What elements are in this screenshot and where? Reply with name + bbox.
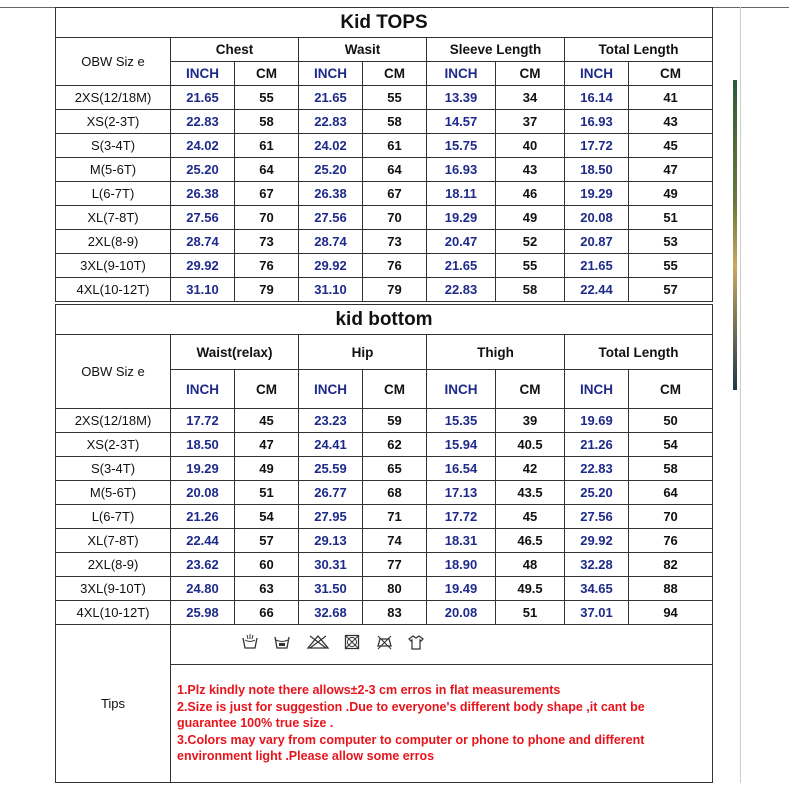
size-label: L(6-7T) bbox=[56, 182, 171, 206]
value-cm: 42 bbox=[496, 457, 565, 481]
unit-inch: INCH bbox=[171, 62, 235, 86]
value-inch: 16.93 bbox=[427, 158, 496, 182]
value-cm: 58 bbox=[235, 110, 299, 134]
tip-note: 3.Colors may vary from computer to computer or phone to phone and different environment light .Please allow some erros bbox=[177, 732, 645, 764]
value-cm: 55 bbox=[496, 254, 565, 278]
size-row bbox=[56, 457, 713, 481]
unit-inch: INCH bbox=[565, 62, 629, 86]
tops-size-table bbox=[55, 7, 713, 302]
tops-group-waist: Wasit bbox=[299, 38, 427, 62]
value-inch: 20.87 bbox=[565, 230, 629, 254]
size-row bbox=[56, 254, 713, 278]
size-label: 2XL(8-9) bbox=[56, 230, 171, 254]
value-inch: 29.92 bbox=[171, 254, 235, 278]
value-inch: 24.41 bbox=[299, 433, 363, 457]
hand-wash-icon bbox=[241, 634, 259, 655]
value-cm: 41 bbox=[629, 86, 713, 110]
size-row bbox=[56, 182, 713, 206]
value-cm: 53 bbox=[629, 230, 713, 254]
hang-dry-icon bbox=[407, 634, 425, 655]
size-row bbox=[56, 110, 713, 134]
value-cm: 64 bbox=[629, 481, 713, 505]
value-cm: 40 bbox=[496, 134, 565, 158]
value-inch: 19.29 bbox=[565, 182, 629, 206]
unit-inch: INCH bbox=[171, 370, 235, 409]
value-cm: 67 bbox=[363, 182, 427, 206]
do-not-iron-icon bbox=[375, 634, 393, 655]
value-inch: 22.83 bbox=[427, 278, 496, 302]
value-inch: 19.29 bbox=[427, 206, 496, 230]
size-label: S(3-4T) bbox=[56, 457, 171, 481]
value-cm: 65 bbox=[363, 457, 427, 481]
value-cm: 49 bbox=[235, 457, 299, 481]
value-inch: 21.26 bbox=[565, 433, 629, 457]
size-row bbox=[56, 601, 713, 625]
unit-cm: CM bbox=[235, 370, 299, 409]
value-cm: 73 bbox=[235, 230, 299, 254]
unit-inch: INCH bbox=[427, 62, 496, 86]
value-inch: 26.38 bbox=[171, 182, 235, 206]
value-cm: 55 bbox=[235, 86, 299, 110]
value-cm: 57 bbox=[629, 278, 713, 302]
value-cm: 51 bbox=[235, 481, 299, 505]
value-cm: 51 bbox=[496, 601, 565, 625]
value-cm: 47 bbox=[629, 158, 713, 182]
value-inch: 19.49 bbox=[427, 577, 496, 601]
bottom-size-header: OBW Siz e bbox=[56, 335, 171, 409]
value-inch: 20.47 bbox=[427, 230, 496, 254]
value-cm: 58 bbox=[629, 457, 713, 481]
value-cm: 66 bbox=[235, 601, 299, 625]
value-inch: 22.44 bbox=[171, 529, 235, 553]
value-cm: 70 bbox=[363, 206, 427, 230]
size-label: M(5-6T) bbox=[56, 158, 171, 182]
value-cm: 94 bbox=[629, 601, 713, 625]
value-cm: 46 bbox=[496, 182, 565, 206]
value-cm: 47 bbox=[235, 433, 299, 457]
value-inch: 15.75 bbox=[427, 134, 496, 158]
value-cm: 82 bbox=[629, 553, 713, 577]
value-cm: 71 bbox=[363, 505, 427, 529]
value-cm: 70 bbox=[629, 505, 713, 529]
bottom-title: kid bottom bbox=[56, 305, 713, 335]
tops-group-sleeve: Sleeve Length bbox=[427, 38, 565, 62]
size-label: L(6-7T) bbox=[56, 505, 171, 529]
value-inch: 25.20 bbox=[171, 158, 235, 182]
size-label: 2XS(12/18M) bbox=[56, 409, 171, 433]
size-row bbox=[56, 86, 713, 110]
value-cm: 57 bbox=[235, 529, 299, 553]
value-cm: 49.5 bbox=[496, 577, 565, 601]
value-inch: 25.59 bbox=[299, 457, 363, 481]
wash-temperature-icon bbox=[273, 634, 291, 655]
value-inch: 17.72 bbox=[171, 409, 235, 433]
size-label: 3XL(9-10T) bbox=[56, 577, 171, 601]
value-cm: 64 bbox=[235, 158, 299, 182]
tip-note: 2.Size is just for suggestion .Due to everyone's different body shape ,it cant be guarantee 100% true size . bbox=[177, 699, 645, 731]
size-label: XL(7-8T) bbox=[56, 529, 171, 553]
value-inch: 26.77 bbox=[299, 481, 363, 505]
value-cm: 83 bbox=[363, 601, 427, 625]
value-inch: 28.74 bbox=[299, 230, 363, 254]
size-label: 3XL(9-10T) bbox=[56, 254, 171, 278]
value-cm: 76 bbox=[363, 254, 427, 278]
size-row bbox=[56, 433, 713, 457]
do-not-tumble-dry-icon bbox=[344, 634, 360, 655]
value-cm: 37 bbox=[496, 110, 565, 134]
size-label: 4XL(10-12T) bbox=[56, 601, 171, 625]
value-inch: 16.93 bbox=[565, 110, 629, 134]
right-border-line bbox=[740, 7, 741, 783]
unit-cm: CM bbox=[496, 62, 565, 86]
value-cm: 58 bbox=[496, 278, 565, 302]
value-cm: 80 bbox=[363, 577, 427, 601]
value-inch: 29.92 bbox=[299, 254, 363, 278]
value-inch: 25.98 bbox=[171, 601, 235, 625]
value-inch: 18.31 bbox=[427, 529, 496, 553]
value-cm: 64 bbox=[363, 158, 427, 182]
value-inch: 31.10 bbox=[299, 278, 363, 302]
value-inch: 32.68 bbox=[299, 601, 363, 625]
unit-cm: CM bbox=[235, 62, 299, 86]
value-inch: 26.38 bbox=[299, 182, 363, 206]
value-inch: 21.65 bbox=[565, 254, 629, 278]
value-inch: 25.20 bbox=[565, 481, 629, 505]
value-inch: 22.83 bbox=[171, 110, 235, 134]
value-inch: 27.95 bbox=[299, 505, 363, 529]
value-inch: 27.56 bbox=[171, 206, 235, 230]
value-cm: 70 bbox=[235, 206, 299, 230]
size-row bbox=[56, 529, 713, 553]
value-inch: 20.08 bbox=[171, 481, 235, 505]
value-inch: 24.02 bbox=[171, 134, 235, 158]
value-cm: 68 bbox=[363, 481, 427, 505]
value-cm: 51 bbox=[629, 206, 713, 230]
size-row bbox=[56, 278, 713, 302]
value-cm: 49 bbox=[496, 206, 565, 230]
unit-cm: CM bbox=[363, 370, 427, 409]
value-inch: 18.50 bbox=[565, 158, 629, 182]
value-inch: 32.28 bbox=[565, 553, 629, 577]
value-cm: 46.5 bbox=[496, 529, 565, 553]
unit-inch: INCH bbox=[299, 62, 363, 86]
size-row bbox=[56, 553, 713, 577]
bottom-group-hip: Hip bbox=[299, 335, 427, 370]
unit-inch: INCH bbox=[427, 370, 496, 409]
care-icons bbox=[171, 625, 713, 665]
value-inch: 22.83 bbox=[565, 457, 629, 481]
value-inch: 24.80 bbox=[171, 577, 235, 601]
bottom-group-waist: Waist(relax) bbox=[171, 335, 299, 370]
unit-cm: CM bbox=[496, 370, 565, 409]
value-inch: 21.26 bbox=[171, 505, 235, 529]
unit-cm: CM bbox=[629, 370, 713, 409]
value-inch: 17.72 bbox=[427, 505, 496, 529]
size-row bbox=[56, 230, 713, 254]
value-cm: 58 bbox=[363, 110, 427, 134]
value-inch: 18.50 bbox=[171, 433, 235, 457]
size-label: 2XL(8-9) bbox=[56, 553, 171, 577]
value-cm: 79 bbox=[235, 278, 299, 302]
value-cm: 54 bbox=[629, 433, 713, 457]
value-cm: 50 bbox=[629, 409, 713, 433]
value-cm: 88 bbox=[629, 577, 713, 601]
value-inch: 16.54 bbox=[427, 457, 496, 481]
size-row bbox=[56, 409, 713, 433]
value-inch: 29.13 bbox=[299, 529, 363, 553]
unit-inch: INCH bbox=[299, 370, 363, 409]
value-inch: 37.01 bbox=[565, 601, 629, 625]
tops-group-total-length: Total Length bbox=[565, 38, 713, 62]
value-inch: 27.56 bbox=[565, 505, 629, 529]
value-cm: 73 bbox=[363, 230, 427, 254]
value-inch: 15.35 bbox=[427, 409, 496, 433]
size-label: 2XS(12/18M) bbox=[56, 86, 171, 110]
size-row bbox=[56, 134, 713, 158]
value-inch: 22.44 bbox=[565, 278, 629, 302]
value-cm: 61 bbox=[363, 134, 427, 158]
value-inch: 16.14 bbox=[565, 86, 629, 110]
value-inch: 18.90 bbox=[427, 553, 496, 577]
value-cm: 54 bbox=[235, 505, 299, 529]
size-label: 4XL(10-12T) bbox=[56, 278, 171, 302]
value-inch: 21.65 bbox=[171, 86, 235, 110]
tips-notes bbox=[171, 665, 713, 783]
value-inch: 19.29 bbox=[171, 457, 235, 481]
size-row bbox=[56, 158, 713, 182]
do-not-bleach-icon bbox=[306, 634, 330, 655]
value-inch: 20.08 bbox=[565, 206, 629, 230]
value-cm: 74 bbox=[363, 529, 427, 553]
value-cm: 61 bbox=[235, 134, 299, 158]
value-cm: 76 bbox=[235, 254, 299, 278]
value-cm: 43.5 bbox=[496, 481, 565, 505]
size-label: S(3-4T) bbox=[56, 134, 171, 158]
value-inch: 31.10 bbox=[171, 278, 235, 302]
size-label: XS(2-3T) bbox=[56, 110, 171, 134]
value-cm: 43 bbox=[496, 158, 565, 182]
size-row bbox=[56, 505, 713, 529]
value-inch: 25.20 bbox=[299, 158, 363, 182]
tops-size-header: OBW Siz e bbox=[56, 38, 171, 86]
size-row bbox=[56, 481, 713, 505]
bottom-group-thigh: Thigh bbox=[427, 335, 565, 370]
tops-title: Kid TOPS bbox=[56, 8, 713, 38]
value-cm: 49 bbox=[629, 182, 713, 206]
value-inch: 21.65 bbox=[299, 86, 363, 110]
value-cm: 34 bbox=[496, 86, 565, 110]
value-cm: 48 bbox=[496, 553, 565, 577]
value-cm: 63 bbox=[235, 577, 299, 601]
value-cm: 67 bbox=[235, 182, 299, 206]
value-cm: 55 bbox=[363, 86, 427, 110]
value-cm: 43 bbox=[629, 110, 713, 134]
value-cm: 62 bbox=[363, 433, 427, 457]
value-inch: 23.62 bbox=[171, 553, 235, 577]
value-cm: 45 bbox=[496, 505, 565, 529]
value-inch: 24.02 bbox=[299, 134, 363, 158]
value-inch: 30.31 bbox=[299, 553, 363, 577]
bottom-body bbox=[56, 409, 713, 625]
value-inch: 23.23 bbox=[299, 409, 363, 433]
size-label: XL(7-8T) bbox=[56, 206, 171, 230]
size-row bbox=[56, 577, 713, 601]
value-cm: 55 bbox=[629, 254, 713, 278]
bottom-group-total-length: Total Length bbox=[565, 335, 713, 370]
value-inch: 14.57 bbox=[427, 110, 496, 134]
value-cm: 60 bbox=[235, 553, 299, 577]
value-inch: 17.72 bbox=[565, 134, 629, 158]
bottom-size-table bbox=[55, 304, 713, 783]
value-cm: 76 bbox=[629, 529, 713, 553]
value-inch: 17.13 bbox=[427, 481, 496, 505]
value-inch: 13.39 bbox=[427, 86, 496, 110]
value-cm: 77 bbox=[363, 553, 427, 577]
tops-group-chest: Chest bbox=[171, 38, 299, 62]
size-row bbox=[56, 206, 713, 230]
value-cm: 40.5 bbox=[496, 433, 565, 457]
unit-cm: CM bbox=[629, 62, 713, 86]
value-cm: 39 bbox=[496, 409, 565, 433]
size-label: XS(2-3T) bbox=[56, 433, 171, 457]
value-inch: 27.56 bbox=[299, 206, 363, 230]
value-inch: 21.65 bbox=[427, 254, 496, 278]
value-inch: 28.74 bbox=[171, 230, 235, 254]
value-cm: 45 bbox=[235, 409, 299, 433]
value-cm: 59 bbox=[363, 409, 427, 433]
value-cm: 79 bbox=[363, 278, 427, 302]
value-inch: 18.11 bbox=[427, 182, 496, 206]
value-cm: 45 bbox=[629, 134, 713, 158]
unit-inch: INCH bbox=[565, 370, 629, 409]
tops-body bbox=[56, 86, 713, 302]
value-inch: 20.08 bbox=[427, 601, 496, 625]
unit-cm: CM bbox=[363, 62, 427, 86]
value-inch: 19.69 bbox=[565, 409, 629, 433]
size-label: M(5-6T) bbox=[56, 481, 171, 505]
value-inch: 31.50 bbox=[299, 577, 363, 601]
tips-label: Tips bbox=[56, 625, 171, 783]
value-inch: 15.94 bbox=[427, 433, 496, 457]
value-inch: 34.65 bbox=[565, 577, 629, 601]
value-inch: 29.92 bbox=[565, 529, 629, 553]
value-inch: 22.83 bbox=[299, 110, 363, 134]
tip-note: 1.Plz kindly note there allows±2-3 cm erros in flat measurements bbox=[177, 683, 561, 698]
value-cm: 52 bbox=[496, 230, 565, 254]
cropped-image-strip bbox=[733, 80, 737, 390]
